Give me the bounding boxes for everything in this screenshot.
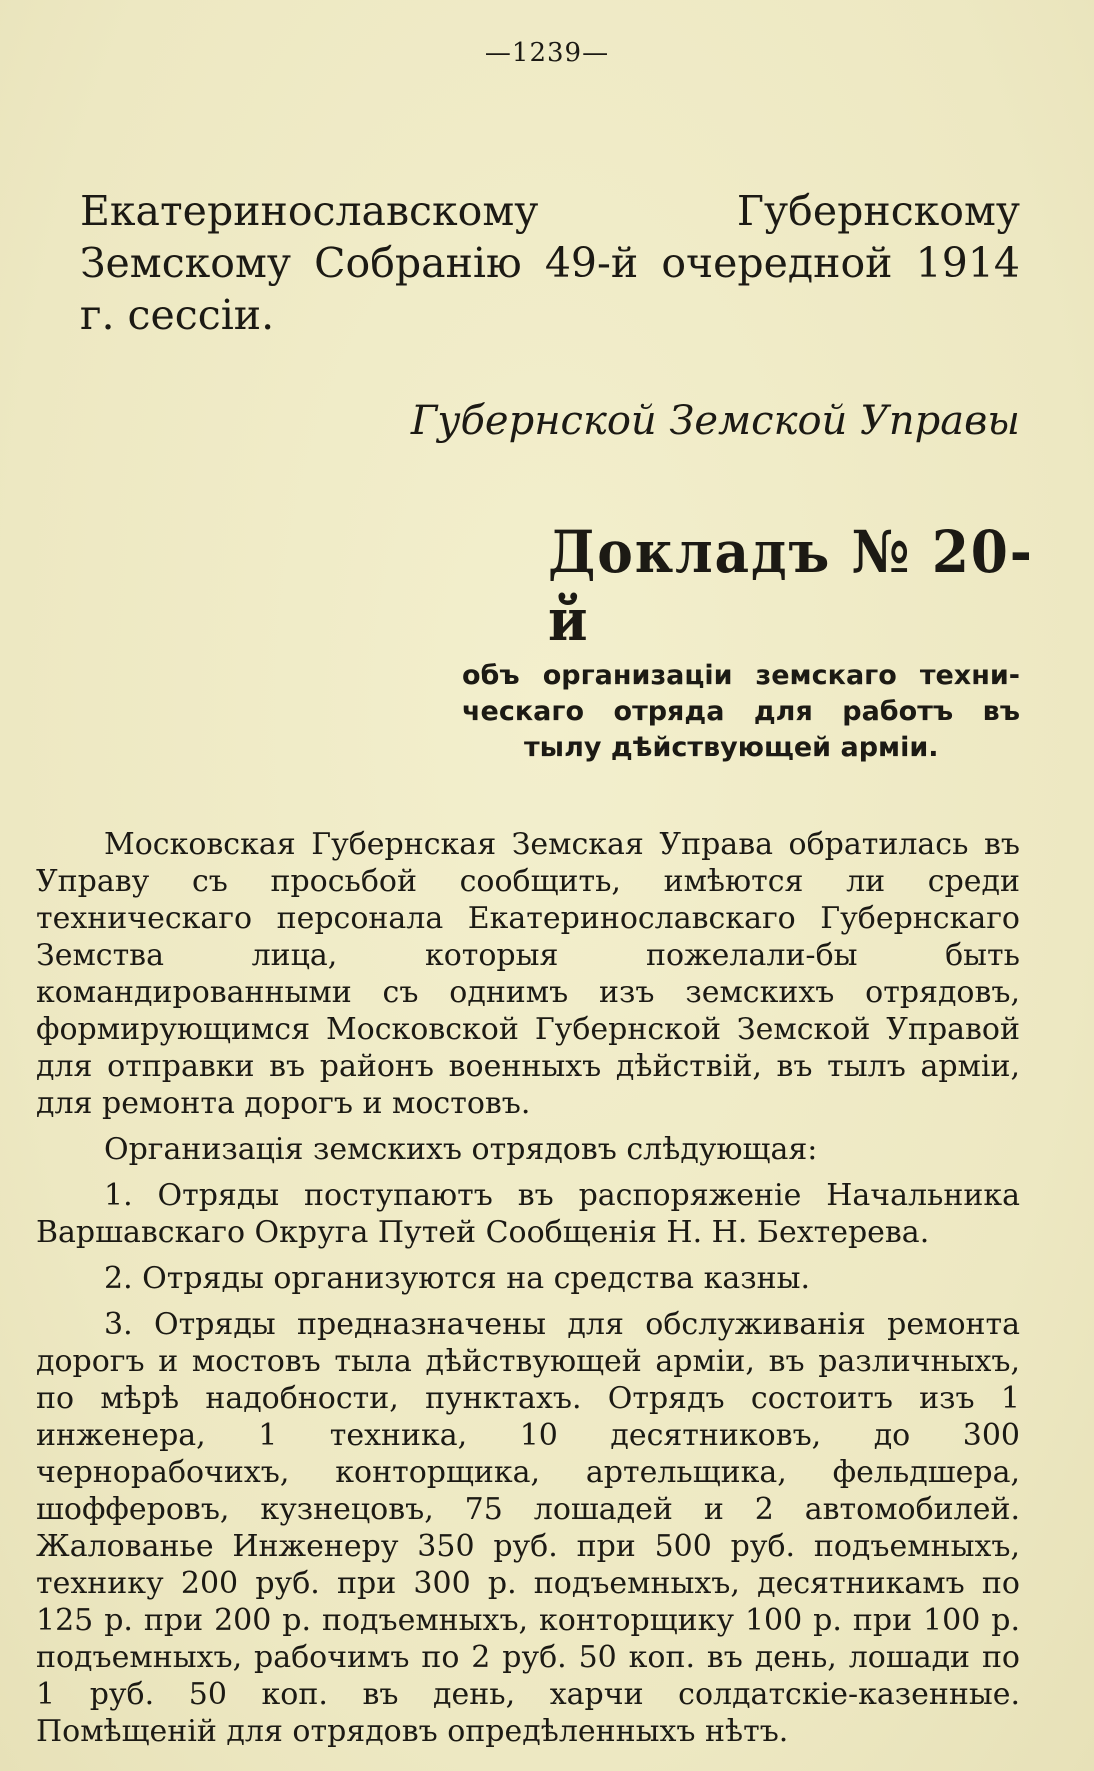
report-subject [462, 658, 1020, 766]
addressee-heading: Екатеринославскому Губернскому Земскому Собранію 49-й очередной 1914 г. сессіи. [80, 187, 1020, 339]
paragraph: Московская Губернская Земская Управа обратилась въ Управу съ просьбой сообщить, имѣются ли среди техническаго персонала Екатеринославскаго Губернскаго Земства лица, которыя пожелали-бы быть командированными съ однимъ изъ земскихъ отрядовъ, формирующимся Московской Губернской Земской Управой для отправки въ районъ военныхъ дѣйствій, въ тылъ арміи, для ремонта дорогъ и мостовъ. [36, 827, 1020, 1121]
sender-line: Губернской Земской Управы [410, 398, 1020, 444]
paragraph: Организація земскихъ отрядовъ слѣдующая: [104, 1132, 818, 1167]
subject-line-2: ческаго отряда для работъ въ [462, 696, 1020, 727]
paragraph: 1. Отряды поступаютъ въ распоряженіе Начальника Варшавскаго Округа Путей Сообщенія Н. Н. Бехтерева. [36, 1178, 1020, 1250]
subject-line-3: тылу дѣйствующей арміи. [524, 732, 939, 763]
report-body [36, 826, 1020, 1750]
subject-line-1: объ организаціи земскаго техни- [462, 660, 1020, 691]
paragraph: 3. Отряды предназначены для обслуживанія ремонта дорогъ и мостовъ тыла дѣйствующей арміи, въ различныхъ, по мѣрѣ надобности, пунктахъ. Отрядъ состоитъ изъ 1 инженера, 1 техника, 10 десятниковъ, до 300 чернорабочихъ, конторщика, артельщика, фельдшера, шофферовъ, кузнецовъ, 75 лошадей и 2 автомобилей. Жалованье Инженеру 350 руб. при 500 руб. подъемныхъ, технику 200 руб. при 300 р. подъемныхъ, десятникамъ по 125 р. при 200 р. подъемныхъ, конторщику 100 р. при 100 р. подъемныхъ, рабочимъ по 2 руб. 50 коп. въ день, лошади по 1 руб. 50 коп. въ день, харчи солдатскіе-казенные. Помѣщеній для отрядовъ опредѣленныхъ нѣтъ. [36, 1307, 1020, 1749]
paragraph: 2. Отряды организуются на средства казны. [104, 1261, 810, 1296]
page-number: —1239— [484, 38, 610, 68]
report-title: Докладъ № 20-й [548, 518, 1034, 654]
